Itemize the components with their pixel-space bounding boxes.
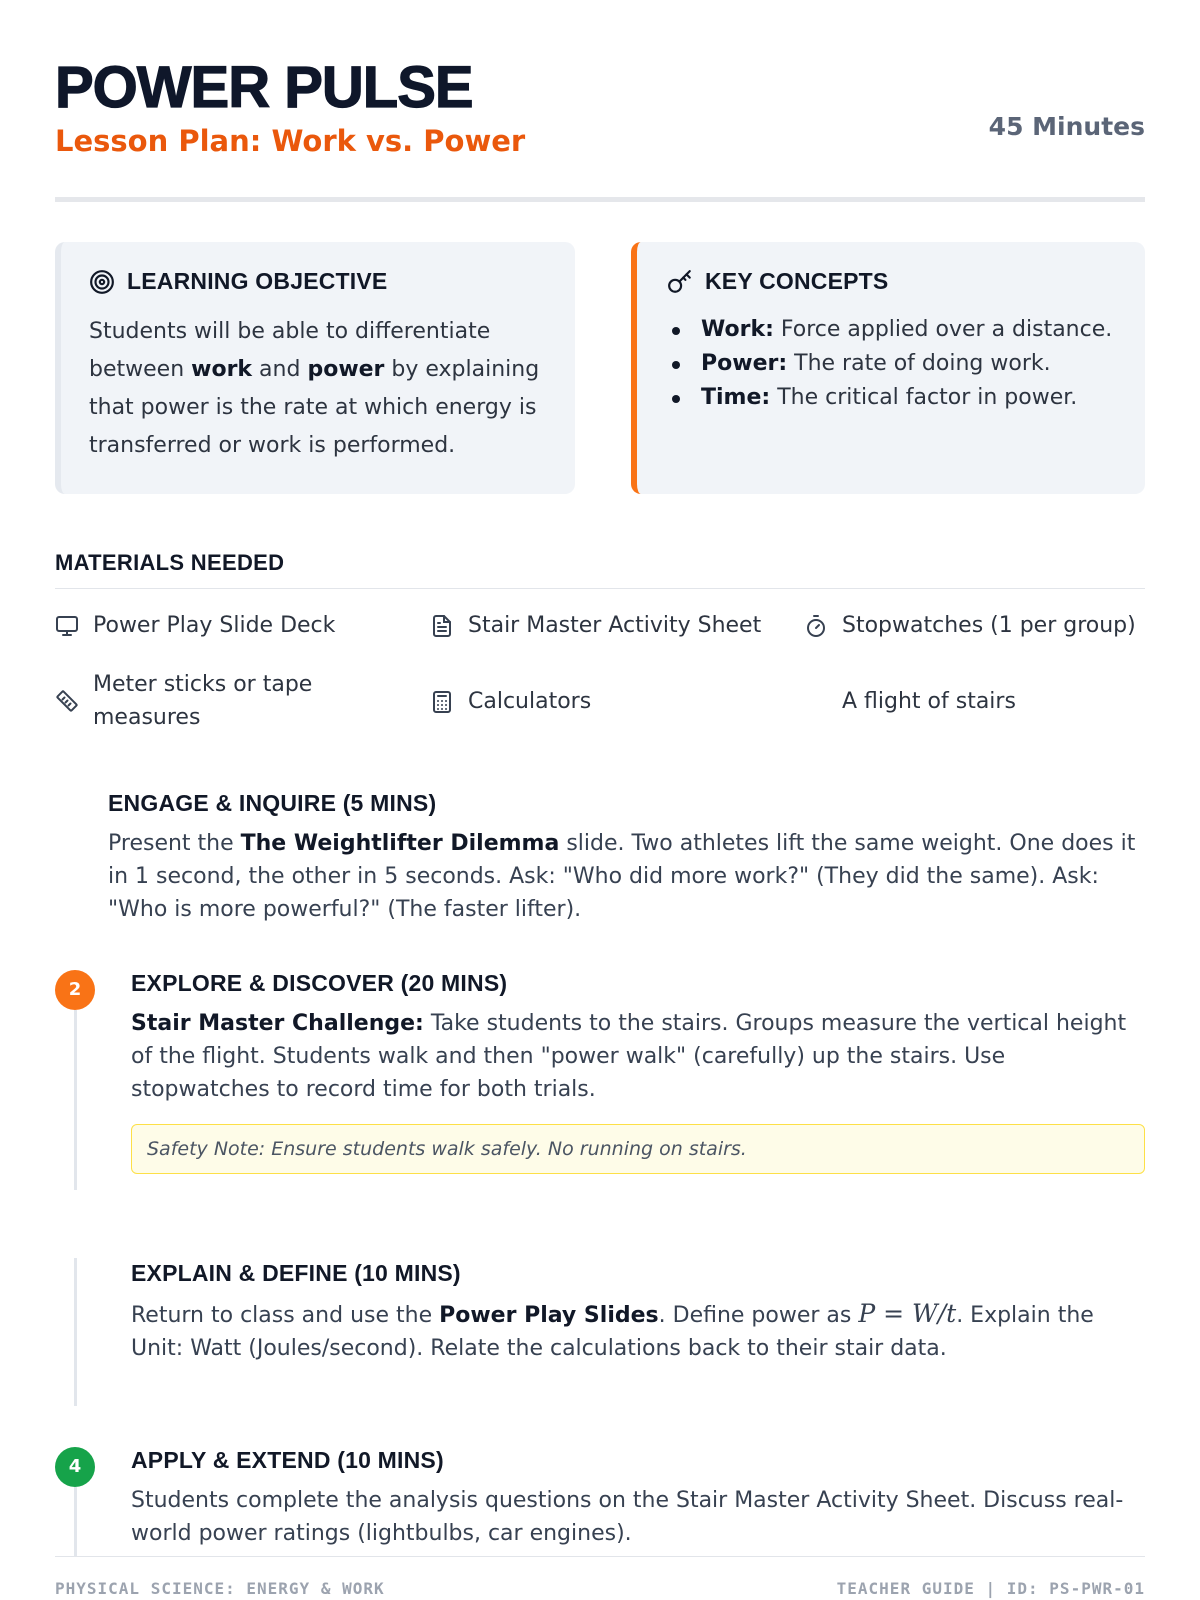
key-icon: [667, 269, 693, 295]
timeline-line: [74, 1487, 77, 1557]
step-description: Return to class and use the Power Play Slides. Define power as P = W/t. Explain the Unit: Watt (Joules/second). Relate the calculations back to their stair data.: [131, 1299, 1094, 1361]
power-formula: P = W/t: [858, 1299, 957, 1328]
step-title: EXPLAIN & DEFINE (10 MINS): [131, 1260, 461, 1286]
monitor-icon: [55, 614, 79, 638]
page-header: [55, 56, 1145, 202]
step-description: Present the The Weightlifter Dilemma slide. Two athletes lift the same weight. One does it in 1 second, the other in 5 seconds. Ask: "Who did more work?" (They did the same). Ask: "Who is more powerful?" (The faster lifter).: [108, 831, 1136, 922]
step-engage: [55, 790, 1145, 926]
target-icon: [89, 269, 115, 295]
material-item: Power Play Slide Deck: [55, 609, 335, 642]
learning-objective-heading: [89, 268, 547, 295]
learning-objective-title: LEARNING OBJECTIVE: [127, 268, 388, 294]
step-title: EXPLORE & DISCOVER (20 MINS): [131, 970, 508, 996]
page-title: POWER PULSE: [55, 55, 473, 120]
list-item: Time: The critical factor in power.: [667, 381, 1115, 415]
document-icon: [430, 614, 454, 638]
step-apply: [55, 1447, 1145, 1550]
material-item: A flight of stairs: [842, 689, 1016, 714]
material-item: Meter sticks or tape measures: [55, 668, 355, 734]
footer-subject: PHYSICAL SCIENCE: ENERGY & WORK: [55, 1579, 385, 1598]
list-item: Work: Force applied over a distance.: [667, 313, 1115, 347]
key-concepts-list: [667, 313, 1115, 415]
list-item: Power: The rate of doing work.: [667, 347, 1115, 381]
page-subtitle: Lesson Plan: Work vs. Power: [55, 124, 526, 158]
step-explore: [55, 970, 1145, 1174]
page-footer: [55, 1556, 1145, 1598]
ruler-icon: [55, 689, 79, 713]
material-item: Stopwatches (1 per group): [804, 609, 1136, 642]
step-description: Stair Master Challenge: Take students to the stairs. Groups measure the vertical height of the flight. Students walk and then "power walk" (carefully) up the stairs. Use stopwatches to record time for both trials.: [131, 1011, 1127, 1102]
key-concepts-title: KEY CONCEPTS: [705, 268, 889, 294]
footer-guide-id: TEACHER GUIDE | ID: PS-PWR-01: [836, 1579, 1145, 1598]
calculator-icon: [430, 690, 454, 714]
learning-objective-card: [55, 242, 575, 494]
material-item: Stair Master Activity Sheet: [430, 609, 761, 642]
material-item: Calculators: [430, 685, 591, 718]
step-number-badge: 4: [55, 1447, 95, 1487]
step-number-badge: 2: [55, 970, 95, 1010]
lesson-duration: 45 Minutes: [988, 112, 1145, 141]
timeline-line: [74, 1010, 77, 1190]
materials-heading: MATERIALS NEEDED: [55, 550, 1145, 589]
key-concepts-heading: [667, 268, 1115, 295]
stopwatch-icon: [804, 614, 828, 638]
step-title: ENGAGE & INQUIRE (5 MINS): [108, 790, 437, 816]
timeline-line: [74, 1258, 77, 1406]
safety-note: Safety Note: Ensure students walk safely. No running on stairs.: [131, 1124, 1145, 1174]
step-description: Students complete the analysis questions on the Stair Master Activity Sheet. Discuss real-world power ratings (lightbulbs, car engines).: [131, 1488, 1124, 1546]
step-explain: [55, 1260, 1145, 1365]
learning-objective-text: Students will be able to differentiate between work and power by explaining that power is the rate at which energy is transferred or work is performed.: [89, 319, 540, 458]
step-title: APPLY & EXTEND (10 MINS): [131, 1447, 444, 1473]
key-concepts-card: [631, 242, 1145, 494]
